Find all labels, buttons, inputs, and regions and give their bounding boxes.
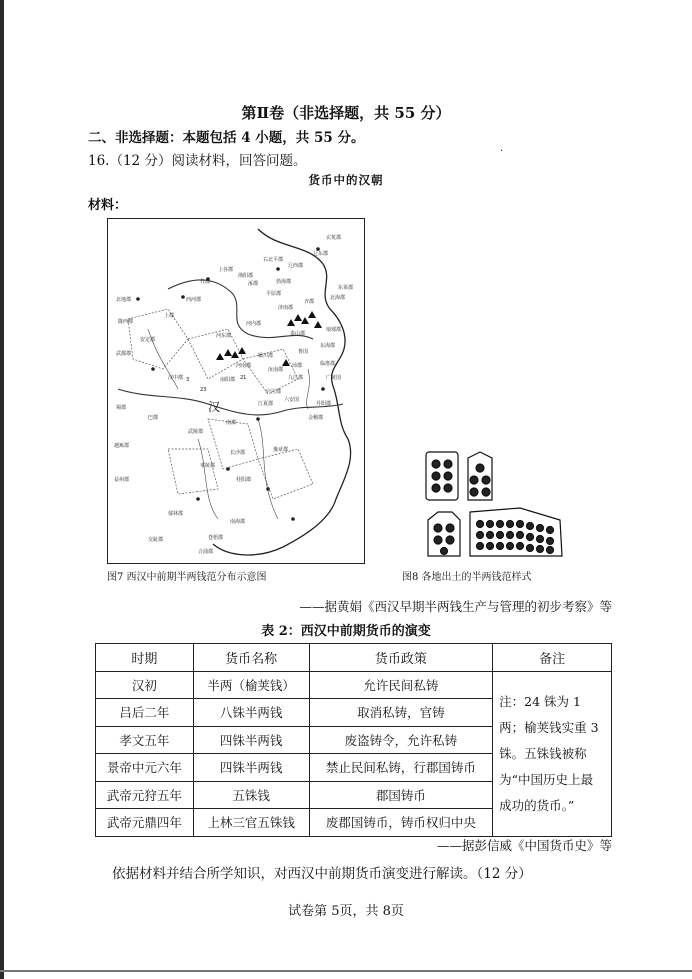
svg-text:平原郡: 平原郡 <box>266 291 282 297</box>
currency-cell: 五铢钱 <box>193 781 309 809</box>
svg-text:河南郡: 河南郡 <box>236 363 252 369</box>
currency-cell: 半两（榆荚钱） <box>193 671 309 699</box>
svg-text:辽东郡: 辽东郡 <box>313 251 329 257</box>
svg-text:交趾郡: 交趾郡 <box>148 537 164 543</box>
svg-text:零陵郡: 零陵郡 <box>200 463 216 469</box>
svg-text:东海郡: 东海郡 <box>320 343 336 349</box>
svg-text:北海郡: 北海郡 <box>330 295 346 301</box>
svg-text:武都郡: 武都郡 <box>116 351 132 357</box>
svg-text:辽西郡: 辽西郡 <box>288 263 304 269</box>
section-title: 二、非选择题：本题包括 4 小题，共 55 分。 <box>88 130 365 146</box>
svg-text:安定郡: 安定郡 <box>140 337 156 343</box>
currency-cell: 上林三官五铢钱 <box>193 809 309 837</box>
svg-text:南阳郡: 南阳郡 <box>220 377 236 383</box>
svg-text:渔阳郡: 渔阳郡 <box>238 273 254 279</box>
policy-cell: 废郡国铸币，铸币权归中央 <box>309 809 493 837</box>
table-row <box>96 671 612 699</box>
svg-text:河东郡: 河东郡 <box>216 333 232 339</box>
map-number-labels <box>186 375 246 393</box>
svg-text:武陵郡: 武陵郡 <box>188 429 204 435</box>
source-citation-1: ——据黄娟《西汉早期半两钱生产与管理的初步考察》等 <box>299 599 612 614</box>
svg-text:陇西郡: 陇西郡 <box>118 319 134 325</box>
svg-text:六安国: 六安国 <box>284 397 300 403</box>
header-currency-name: 货币名称 <box>193 644 309 672</box>
policy-cell: 允许民间私铸 <box>309 671 493 699</box>
svg-text:广陵国: 广陵国 <box>326 375 342 381</box>
stray-dot: · <box>500 146 504 157</box>
svg-text:汝南郡: 汝南郡 <box>268 367 284 373</box>
svg-text:23: 23 <box>200 387 207 393</box>
period-cell: 汉初 <box>96 671 194 699</box>
svg-text:河内郡: 河内郡 <box>246 321 262 327</box>
question-16-header: 16.（12 分）阅读材料，回答问题。 <box>88 153 307 169</box>
svg-text:合浦郡: 合浦郡 <box>198 549 214 555</box>
map-label-han: 汉 <box>208 400 221 414</box>
period-cell: 武帝元鼎四年 <box>96 809 194 837</box>
svg-text:北地郡: 北地郡 <box>116 297 132 303</box>
table-title: 表 2：西汉中前期货币的演变 <box>261 624 431 639</box>
currency-table <box>95 643 612 837</box>
scan-edge-left <box>0 0 4 979</box>
svg-text:丹阳郡: 丹阳郡 <box>316 401 332 407</box>
svg-text:益州郡: 益州郡 <box>114 477 130 483</box>
svg-text:右北平郡: 右北平郡 <box>263 257 284 263</box>
svg-text:蜀郡: 蜀郡 <box>116 405 127 411</box>
period-cell: 景帝中元六年 <box>96 754 194 782</box>
mold-drawings <box>424 450 564 560</box>
svg-text:玄菟郡: 玄菟郡 <box>326 235 342 241</box>
period-cell: 孝文五年 <box>96 726 194 754</box>
figure-7-caption: 图7 西汉中前期半两钱范分布示意图 <box>107 572 267 583</box>
policy-cell: 废盗铸令，允许私铸 <box>309 726 493 754</box>
svg-text:3: 3 <box>186 377 190 383</box>
svg-text:巴郡: 巴郡 <box>148 415 159 421</box>
header-period: 时期 <box>96 644 194 672</box>
map-place-labels <box>114 234 353 555</box>
topic-title: 货币中的汉朝 <box>308 173 384 187</box>
scan-edge-bottom <box>0 970 692 972</box>
svg-text:江夏郡: 江夏郡 <box>258 401 274 407</box>
svg-text:颍川郡: 颍川郡 <box>258 353 274 359</box>
currency-cell: 八铢半两钱 <box>193 699 309 727</box>
svg-text:上郡: 上郡 <box>164 313 175 319</box>
svg-text:桂阳郡: 桂阳郡 <box>236 477 252 483</box>
svg-text:东莱郡: 东莱郡 <box>338 285 354 291</box>
svg-text:琅邪郡: 琅邪郡 <box>326 327 342 333</box>
svg-text:长沙郡: 长沙郡 <box>230 450 246 456</box>
svg-text:豫章郡: 豫章郡 <box>273 447 289 453</box>
svg-text:苍梧郡: 苍梧郡 <box>208 535 224 541</box>
mold-4 <box>470 508 562 556</box>
mold-2 <box>468 452 492 500</box>
mold-3 <box>428 512 460 556</box>
svg-text:勃海郡: 勃海郡 <box>276 279 292 285</box>
svg-text:南海郡: 南海郡 <box>230 519 246 525</box>
currency-cell: 四铢半两钱 <box>193 726 309 754</box>
svg-text:庐江郡: 庐江郡 <box>266 389 282 395</box>
svg-text:泰山郡: 泰山郡 <box>290 331 306 337</box>
material-label: 材料： <box>88 198 128 213</box>
currency-cell: 四铢半两钱 <box>193 754 309 782</box>
table-header-row <box>96 644 612 672</box>
svg-text:鲁国: 鲁国 <box>298 349 309 355</box>
period-cell: 武帝元狩五年 <box>96 781 194 809</box>
part-title: 第Ⅱ卷（非选择题，共 55 分） <box>241 104 451 122</box>
figure-8-caption: 图8 各地出土的半两钱范样式 <box>402 572 532 583</box>
figure-7-map <box>107 218 365 564</box>
svg-text:西河郡: 西河郡 <box>186 297 202 303</box>
svg-text:越嶲郡: 越嶲郡 <box>114 443 130 449</box>
svg-text:21: 21 <box>240 375 247 381</box>
period-cell: 吕后二年 <box>96 699 194 727</box>
header-policy: 货币政策 <box>309 644 493 672</box>
svg-text:沛郡: 沛郡 <box>292 363 303 369</box>
header-note: 备注 <box>493 644 612 672</box>
policy-cell: 郡国铸币 <box>309 781 493 809</box>
svg-text:南郡: 南郡 <box>226 420 237 426</box>
yangtze-river <box>118 389 343 415</box>
svg-text:临淮郡: 临淮郡 <box>320 361 336 367</box>
svg-text:齐郡: 齐郡 <box>304 299 315 305</box>
map-drawing <box>108 219 364 563</box>
figure-8-mold-photos <box>424 450 564 560</box>
svg-text:代郡: 代郡 <box>200 279 211 285</box>
city-dots <box>136 247 325 521</box>
note-cell: 注：24 铢为 1 两；榆荚钱实重 3 铢。五铢钱被称为“中国历史上最成功的货币。” <box>493 671 612 836</box>
svg-text:九江郡: 九江郡 <box>288 375 304 381</box>
mold-1 <box>426 452 458 500</box>
svg-text:郁林郡: 郁林郡 <box>168 511 184 517</box>
page-footer: 试卷第 5页，共 8页 <box>288 904 404 919</box>
svg-text:会稽郡: 会稽郡 <box>308 415 324 421</box>
policy-cell: 禁止民间私铸，行郡国铸币 <box>309 754 493 782</box>
question-instruction: 依据材料并结合所学知识，对西汉中前期货币演变进行解读。（12 分） <box>112 866 532 882</box>
svg-text:济南郡: 济南郡 <box>278 305 294 311</box>
svg-text:汉中郡: 汉中郡 <box>168 375 184 381</box>
coastline <box>213 229 354 555</box>
policy-cell: 取消私铸，官铸 <box>309 699 493 727</box>
source-citation-2: ——据彭信威《中国货币史》等 <box>436 838 612 853</box>
svg-text:上谷郡: 上谷郡 <box>218 267 234 273</box>
svg-text:涿郡: 涿郡 <box>248 281 259 287</box>
